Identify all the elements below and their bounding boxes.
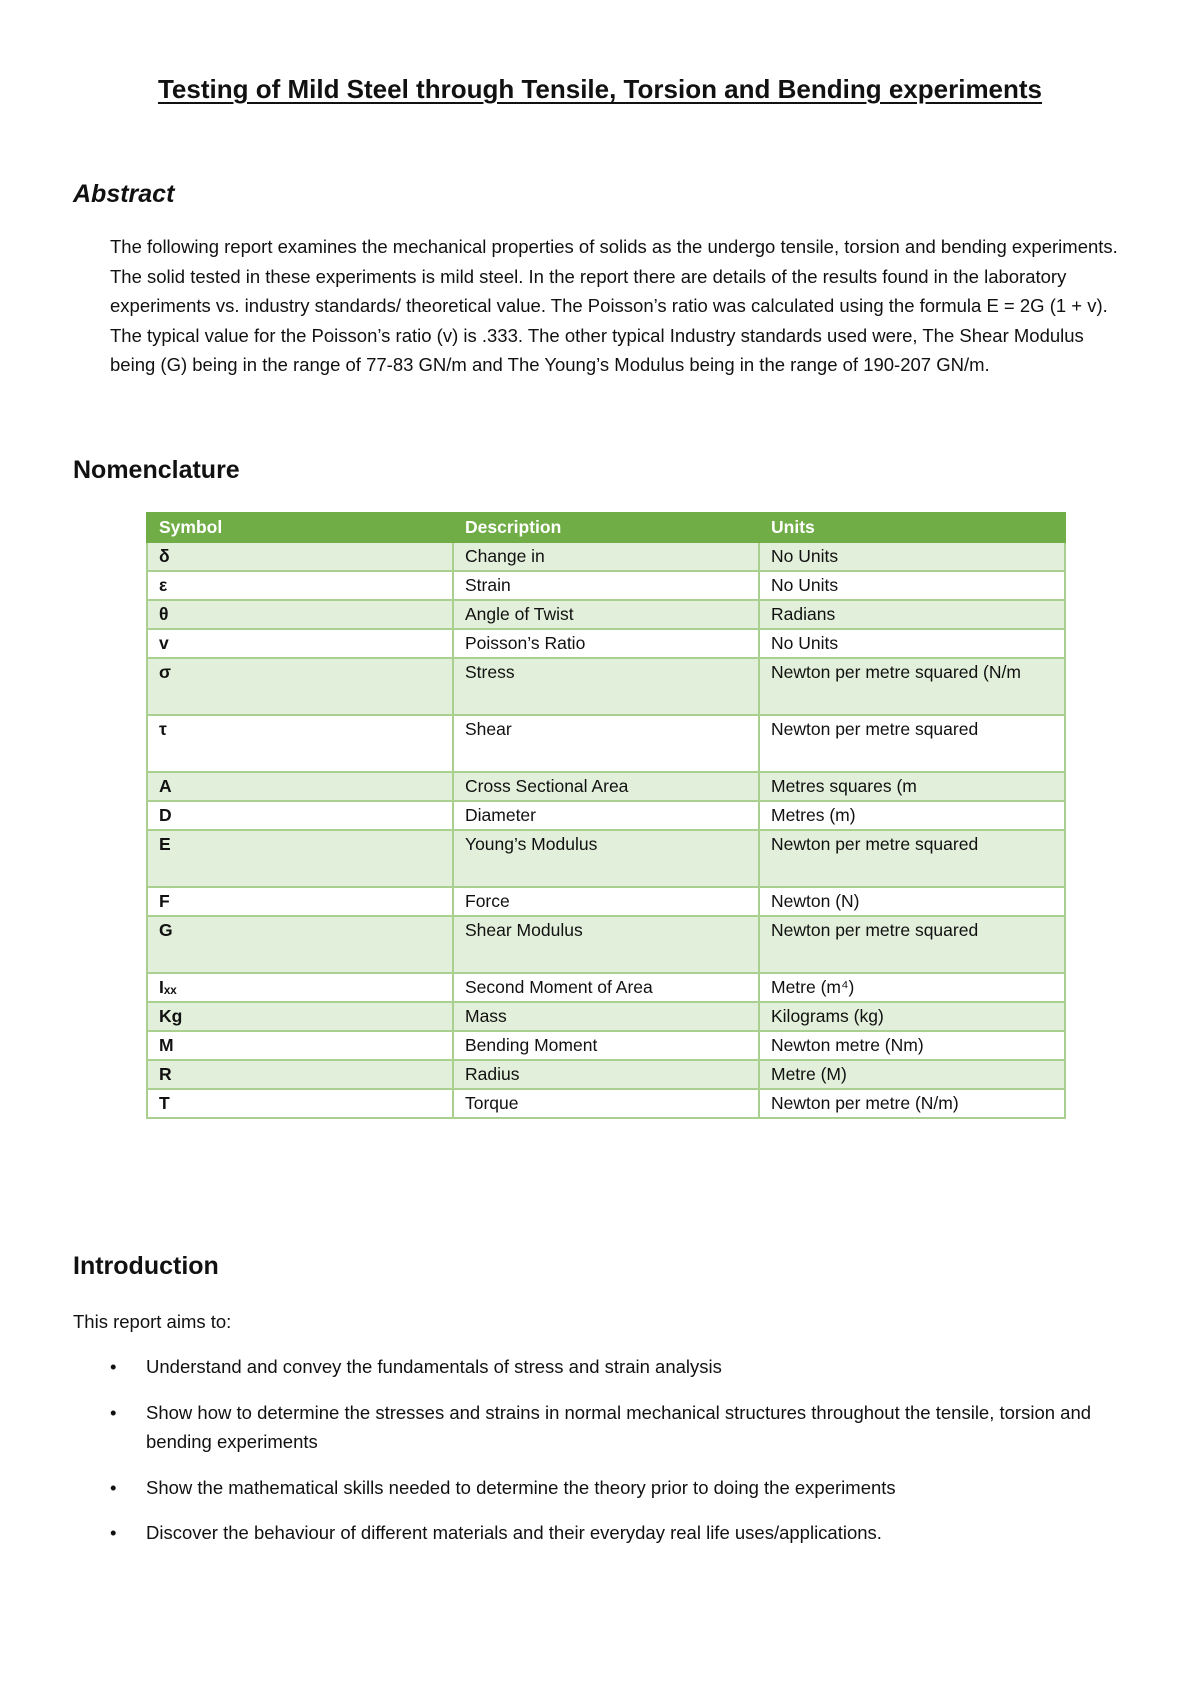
list-item: [110, 1352, 1120, 1382]
description-cell: Force: [453, 887, 759, 916]
units-cell: No Units: [759, 571, 1065, 600]
symbol-cell: Iₓₓ: [147, 973, 453, 1002]
description-cell: Radius: [453, 1060, 759, 1089]
units-cell: Metres squares (m: [759, 772, 1065, 801]
table-row: [147, 542, 1065, 571]
abstract-text: The following report examines the mechanical properties of solids as the undergo tensile, torsion and bending experiments. The solid tested in these experiments is mild steel. In the report there are details of the results found in the laboratory experiments vs. industry standards/ theoretical value. The Poisson’s ratio was calculated using the formula E = 2G (1 + v). The typical value for the Poisson’s ratio (v) is .333. The other typical Industry standards used were, The Shear Modulus being (G) being in the range of 77-83 GN/m and The Young’s Modulus being in the range of 190-207 GN/m.: [110, 236, 1118, 375]
description-cell: Poisson’s Ratio: [453, 629, 759, 658]
table-row: [147, 571, 1065, 600]
description-cell: Young’s Modulus: [453, 830, 759, 887]
list-item: [110, 1518, 1120, 1548]
description-cell: Diameter: [453, 801, 759, 830]
list-item: [110, 1473, 1120, 1503]
units-cell: Newton metre (Nm): [759, 1031, 1065, 1060]
table-header-row: [147, 513, 1065, 542]
table-row: [147, 801, 1065, 830]
symbol-cell: M: [147, 1031, 453, 1060]
abstract-body: [110, 232, 1130, 380]
table-row: [147, 1060, 1065, 1089]
description-cell: Strain: [453, 571, 759, 600]
units-cell: Newton (N): [759, 887, 1065, 916]
symbol-cell: T: [147, 1089, 453, 1118]
bullet-icon: •: [110, 1356, 117, 1377]
symbol-cell: τ: [147, 715, 453, 772]
symbol-cell: δ: [147, 542, 453, 571]
description-cell: Stress: [453, 658, 759, 715]
units-cell: Radians: [759, 600, 1065, 629]
aims-list: [110, 1352, 1120, 1564]
units-cell: Newton per metre squared: [759, 715, 1065, 772]
units-cell: Metre (M): [759, 1060, 1065, 1089]
aim-text: Show the mathematical skills needed to determine the theory prior to doing the experiments: [146, 1476, 896, 1498]
table-row: [147, 772, 1065, 801]
column-header-units: Units: [759, 513, 1065, 542]
symbol-cell: G: [147, 916, 453, 973]
table-row: [147, 973, 1065, 1002]
description-cell: Cross Sectional Area: [453, 772, 759, 801]
table-row: [147, 1002, 1065, 1031]
table-row: [147, 1089, 1065, 1118]
list-item: [110, 1398, 1120, 1457]
symbol-cell: θ: [147, 600, 453, 629]
aim-text: Understand and convey the fundamentals of stress and strain analysis: [146, 1356, 722, 1377]
aim-text: Show how to determine the stresses and strains in normal mechanical structures throughout the tensile, torsion and bending experiments: [146, 1401, 1092, 1452]
aim-text: Discover the behaviour of different materials and their everyday real life uses/applications.: [146, 1522, 882, 1543]
abstract-heading: Abstract: [73, 180, 175, 208]
units-cell: No Units: [759, 629, 1065, 658]
units-cell: Newton per metre squared: [759, 916, 1065, 973]
table-row: [147, 658, 1065, 715]
description-cell: Change in: [453, 542, 759, 571]
table-row: [147, 1031, 1065, 1060]
column-header-symbol: Symbol: [147, 513, 453, 542]
description-cell: Shear Modulus: [453, 916, 759, 973]
table-row: [147, 629, 1065, 658]
symbol-cell: R: [147, 1060, 453, 1089]
description-cell: Shear: [453, 715, 759, 772]
bullet-icon: •: [110, 1522, 117, 1543]
table-row: [147, 887, 1065, 916]
nomenclature-heading: Nomenclature: [73, 456, 240, 484]
symbol-cell: σ: [147, 658, 453, 715]
units-cell: Kilograms (kg): [759, 1002, 1065, 1031]
units-cell: Metre (m⁴): [759, 973, 1065, 1002]
units-cell: Metres (m): [759, 801, 1065, 830]
symbol-cell: v: [147, 629, 453, 658]
units-cell: Newton per metre (N/m): [759, 1089, 1065, 1118]
description-cell: Mass: [453, 1002, 759, 1031]
symbol-cell: A: [147, 772, 453, 801]
document-title: Testing of Mild Steel through Tensile, Torsion and Bending experiments: [157, 74, 1043, 104]
description-cell: Bending Moment: [453, 1031, 759, 1060]
symbol-cell: F: [147, 887, 453, 916]
symbol-cell: D: [147, 801, 453, 830]
bullet-icon: •: [110, 1401, 117, 1423]
units-cell: Newton per metre squared: [759, 830, 1065, 887]
units-cell: No Units: [759, 542, 1065, 571]
units-cell: Newton per metre squared (N/m: [759, 658, 1065, 715]
introduction-lead: This report aims to:: [73, 1311, 232, 1332]
table-row: [147, 830, 1065, 887]
symbol-cell: Kg: [147, 1002, 453, 1031]
table-row: [147, 916, 1065, 973]
nomenclature-table: [146, 512, 1066, 1119]
bullet-icon: •: [110, 1476, 117, 1498]
description-cell: Second Moment of Area: [453, 973, 759, 1002]
introduction-heading: Introduction: [73, 1252, 219, 1280]
description-cell: Torque: [453, 1089, 759, 1118]
table-row: [147, 715, 1065, 772]
table-row: [147, 600, 1065, 629]
symbol-cell: E: [147, 830, 453, 887]
description-cell: Angle of Twist: [453, 600, 759, 629]
column-header-description: Description: [453, 513, 759, 542]
symbol-cell: ε: [147, 571, 453, 600]
